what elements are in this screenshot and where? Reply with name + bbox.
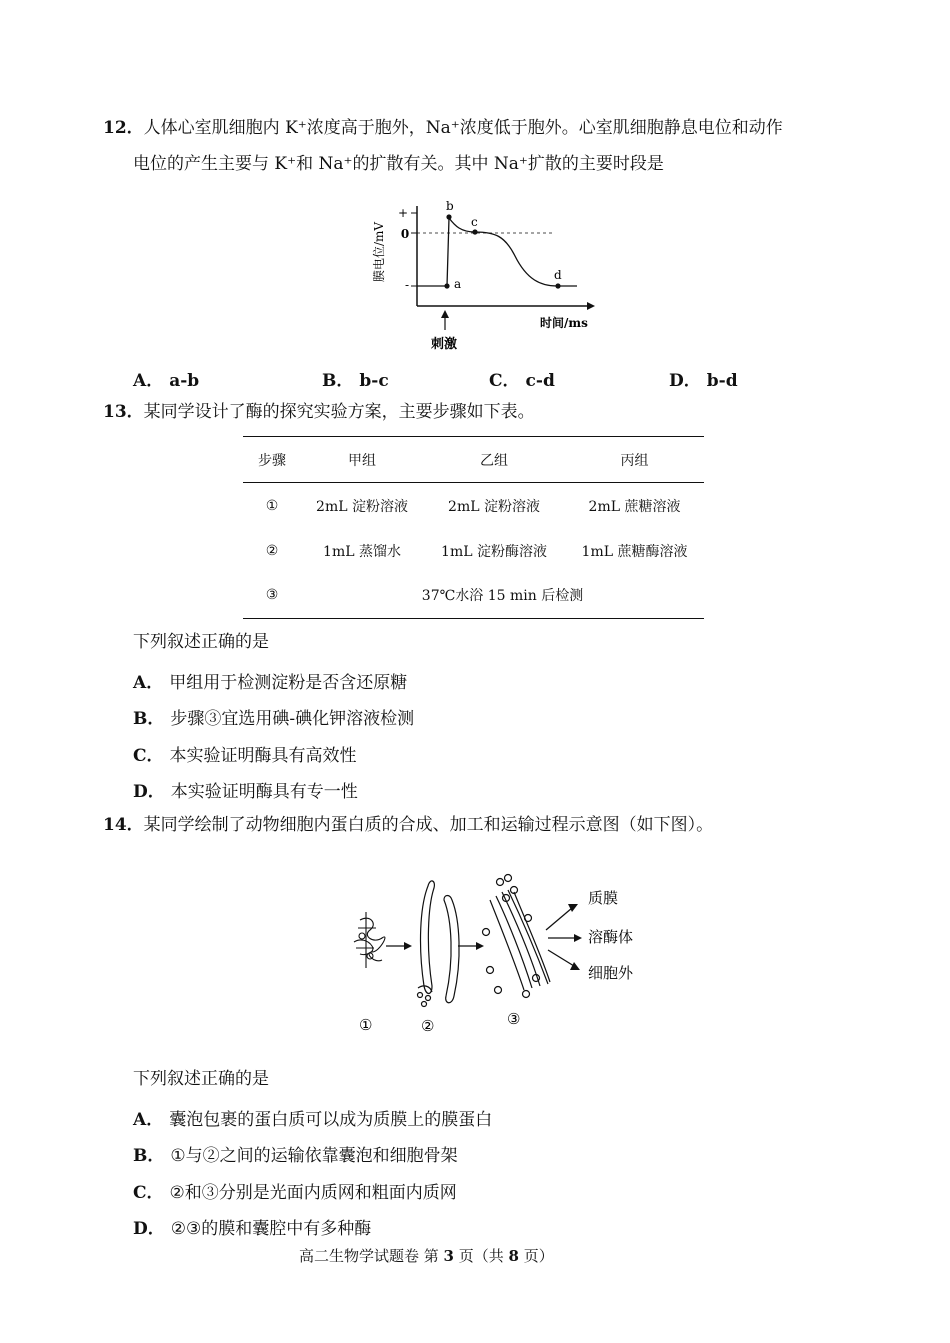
q12-number: 12． <box>103 118 144 138</box>
point-d-label: d <box>554 268 562 282</box>
destination-extracellular: 细胞外 <box>588 964 634 982</box>
point-a <box>444 283 449 288</box>
q12-stem-line1: 人体心室肌细胞内 K⁺浓度高于胞外，Na⁺浓度低于胞外。心室肌细胞静息电位和动作 <box>143 118 783 138</box>
table-cell: 2mL 蔗糖溶液 <box>588 498 681 515</box>
table-cell: 2mL 淀粉溶液 <box>448 498 540 515</box>
arrow-1-to-2-head <box>404 942 412 950</box>
action-potential-curve <box>417 218 577 286</box>
current-page: 3 <box>443 1247 454 1265</box>
golgi-stack <box>483 875 551 998</box>
arrow-2-to-3-head <box>476 942 484 950</box>
point-c-label: c <box>471 215 478 229</box>
y-axis-label: 膜电位/mV <box>372 221 386 282</box>
header-group-yi: 乙组 <box>480 452 508 469</box>
arrow-to-membrane <box>546 908 572 930</box>
label-plus: + <box>397 206 409 220</box>
q14-option-a[interactable]: A． 囊泡包裹的蛋白质可以成为质膜上的膜蛋白 <box>133 1110 493 1130</box>
table-cell: ② <box>265 542 279 559</box>
q12-option-c[interactable]: C． c-d <box>489 371 555 391</box>
table-header-row <box>243 437 704 483</box>
arrow-to-outside <box>548 950 574 966</box>
ribosome-squiggle <box>354 912 385 968</box>
q14-number: 14． <box>103 815 144 835</box>
destination-lysosome: 溶酶体 <box>588 928 634 946</box>
q12-option-b[interactable]: B． b-c <box>322 371 389 391</box>
q13-line <box>103 401 535 423</box>
label-2: ② <box>421 1017 435 1035</box>
q14-option-b[interactable]: B． ①与②之间的运输依靠囊泡和细胞骨架 <box>133 1146 458 1166</box>
point-a-label: a <box>454 277 462 291</box>
label-minus: - <box>404 278 410 292</box>
q13-option-b[interactable]: B． 步骤③宜选用碘-碘化钾溶液检测 <box>133 709 415 729</box>
q14-stem: 某同学绘制了动物细胞内蛋白质的合成、加工和运输过程示意图（如下图）。 <box>143 815 714 835</box>
stimulus-label: 刺激 <box>431 337 458 352</box>
destination-plasma-membrane: 质膜 <box>588 889 619 907</box>
table-cell: 2mL 淀粉溶液 <box>316 498 408 515</box>
table-cell: ③ <box>265 587 279 604</box>
stimulus-arrowhead <box>441 310 449 318</box>
label-3: ③ <box>507 1010 521 1028</box>
table-row <box>243 573 704 619</box>
x-axis-arrow <box>587 302 595 310</box>
table-cell: 37℃水浴 15 min 后检测 <box>421 588 584 605</box>
q12-option-d[interactable]: D． b-d <box>669 371 738 391</box>
q12-stem-line2: 电位的产生主要与 K⁺和 Na⁺的扩散有关。其中 Na⁺扩散的主要时段是 <box>133 154 664 174</box>
point-b-label: b <box>446 199 454 213</box>
point-b <box>446 214 451 219</box>
table-row <box>243 529 704 573</box>
q14-option-c[interactable]: C． ②和③分别是光面内质网和粗面内质网 <box>133 1183 457 1203</box>
q14-line <box>103 814 713 836</box>
arrow-to-outside-head <box>570 962 580 970</box>
table-row <box>243 483 704 529</box>
q14-prompt: 下列叙述正确的是 <box>133 1069 269 1089</box>
header-group-jia: 甲组 <box>348 452 376 469</box>
header-step: 步骤 <box>258 452 286 469</box>
point-c <box>472 229 477 234</box>
table-cell: 1mL 淀粉酶溶液 <box>441 543 547 560</box>
q13-option-c[interactable]: C． 本实验证明酶具有高效性 <box>133 746 357 766</box>
header-group-bing: 丙组 <box>620 452 649 469</box>
label-1: ① <box>359 1016 373 1034</box>
x-axis-label: 时间/ms <box>540 316 588 330</box>
q13-number: 13． <box>103 402 144 422</box>
experiment-steps-table <box>243 436 704 619</box>
er-cisternae <box>418 881 460 1007</box>
q12-option-a[interactable]: A． a-b <box>133 371 200 391</box>
q13-option-a[interactable]: A． 甲组用于检测淀粉是否含还原糖 <box>133 673 408 693</box>
membrane-potential-graph <box>365 196 625 356</box>
table-cell: 1mL 蒸馏水 <box>323 543 401 560</box>
point-d <box>555 283 560 288</box>
q13-option-d[interactable]: D． 本实验证明酶具有专一性 <box>133 782 358 802</box>
table-cell: 1mL 蔗糖酶溶液 <box>581 543 688 560</box>
table-cell: ① <box>265 497 279 514</box>
q12-line1 <box>103 117 783 139</box>
page-footer: 高二生物学试题卷 第 3 页（共 8 页） <box>299 1247 554 1265</box>
protein-transport-diagram <box>340 870 660 1040</box>
q13-stem: 某同学设计了酶的探究实验方案，主要步骤如下表。 <box>143 402 535 422</box>
total-pages: 8 <box>508 1247 519 1265</box>
q14-option-d[interactable]: D． ②③的膜和囊腔中有多种酶 <box>133 1219 372 1239</box>
arrow-to-lysosome-head <box>574 934 582 942</box>
label-zero: 0 <box>400 227 410 241</box>
q13-prompt: 下列叙述正确的是 <box>133 632 269 652</box>
